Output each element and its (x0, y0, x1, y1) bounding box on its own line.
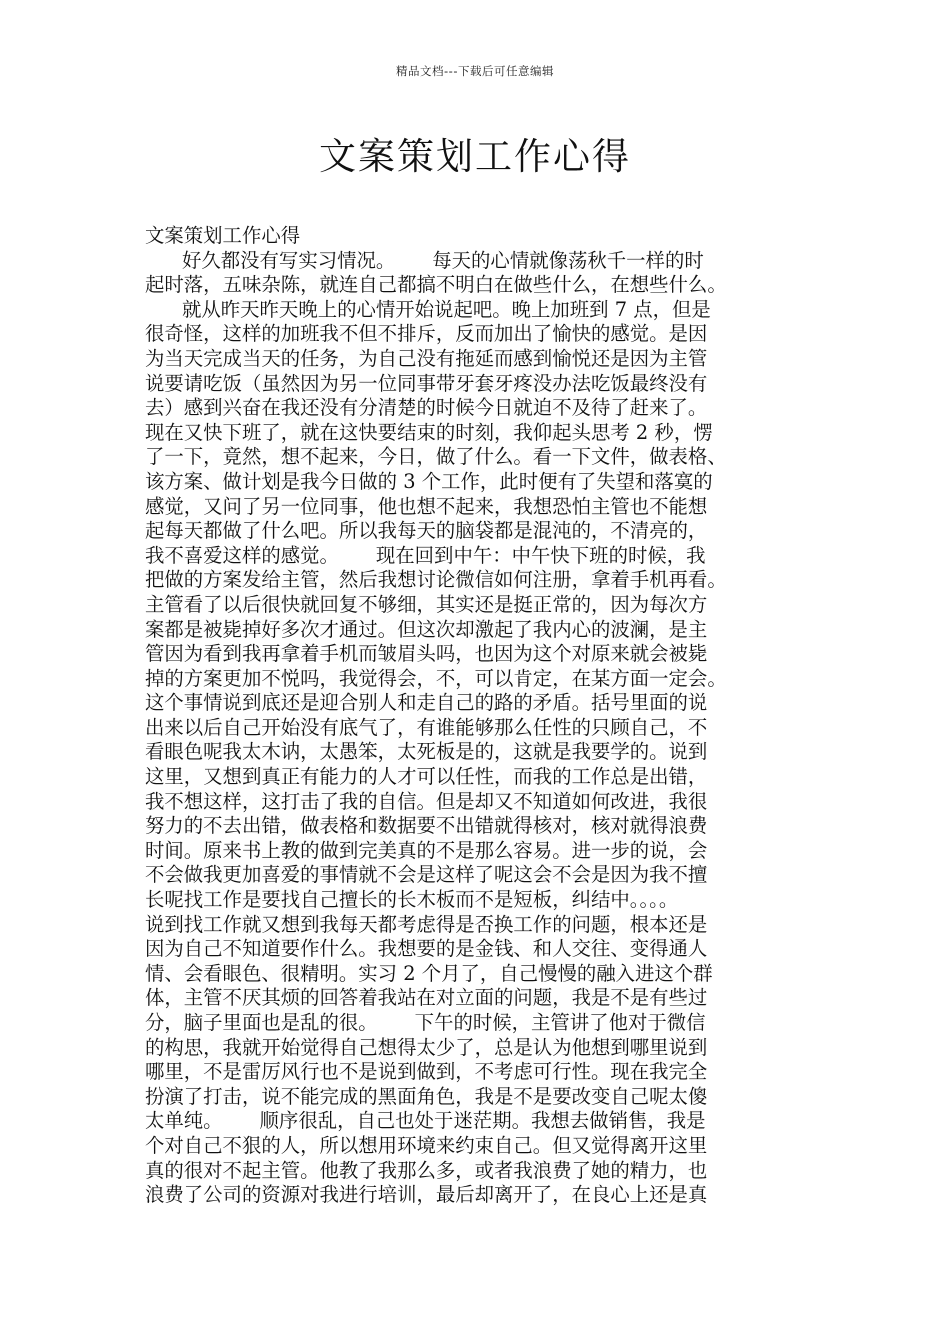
body-text-line: 我不想这样，这打击了我的自信。但是却又不知道如何改进，我很 (145, 789, 708, 813)
document-title: 文案策划工作心得 (319, 135, 631, 178)
body-text-line: 哪里，不是雷厉风行也不是说到做到，不考虑可行性。现在我完全 (145, 1060, 708, 1084)
body-text-line: 个对自己不狠的人，所以想用环境来约束自己。但又觉得离开这里 (145, 1133, 708, 1157)
body-text-line: 我不喜爱这样的感觉。 现在回到中午：中午快下班的时候，我 (145, 543, 706, 567)
body-text-line: 体，主管不厌其烦的回答着我站在对立面的问题，我是不是有些过 (145, 986, 708, 1010)
body-text-line: 不会做我更加喜爱的事情就不会是这样了呢这会不会是因为我不擅 (145, 863, 708, 887)
body-text-line: 努力的不去出错，做表格和数据要不出错就得核对，核对就得浪费 (145, 814, 708, 838)
body-text-line: 了一下，竟然，想不起来，今日，做了什么。看一下文件，做表格、 (145, 445, 727, 469)
body-text-line: 出来以后自己开始没有底气了，有谁能够那么任性的只顾自己，不 (145, 715, 708, 739)
body-text-line: 真的很对不起主管。他教了我那么多，或者我浪费了她的精力，也 (145, 1158, 708, 1182)
body-text-line: 起每天都做了什么吧。所以我每天的脑袋都是混沌的，不清亮的， (145, 519, 708, 543)
page-header: 精品文档---下载后可任意编辑 (396, 64, 554, 78)
body-text-line: 文案策划工作心得 (145, 224, 301, 247)
body-text-line: 去）感到兴奋在我还没有分清楚的时候今日就迫不及待了赶来了。 (145, 396, 708, 420)
body-text-line: 长呢找工作是要找自己擅长的长木板而不是短板，纠结中。。。。 (145, 888, 679, 912)
body-text-line: 现在又快下班了，就在这快要结束的时刻，我仰起头思考 2 秒，愣 (145, 420, 713, 444)
body-text-line: 为当天完成当天的任务，为自己没有拖延而感到愉悦还是因为主管 (145, 346, 708, 370)
body-text-line: 好久都没有写实习情况。 每天的心情就像荡秋千一样的时 (145, 248, 704, 272)
body-text-line: 感觉，又问了另一位同事，他也想不起来，我想恐怕主管也不能想 (145, 494, 708, 518)
body-text-line: 把做的方案发给主管，然后我想讨论微信如何注册，拿着手机再看。 (145, 568, 727, 592)
body-text-line: 主管看了以后很快就回复不够细，其实还是挺正常的，因为每次方 (145, 592, 708, 616)
body-text-line: 很奇怪，这样的加班我不但不排斥，反而加出了愉快的感觉。是因 (145, 322, 708, 346)
body-text-line: 浪费了公司的资源对我进行培训，最后却离开了，在良心上还是真 (145, 1183, 708, 1207)
body-text-line: 起时落，五味杂陈，就连自己都搞不明白在做些什么，在想些什么。 (145, 273, 727, 297)
body-text-line: 说要请吃饭（虽然因为另一位同事带牙套牙疼没办法吃饭最终没有 (145, 371, 708, 395)
body-text-line: 情、会看眼色、很精明。实习 2 个月了，自己慢慢的融入进这个群 (145, 961, 713, 985)
body-text-line: 管因为看到我再拿着手机而皱眉头吗，也因为这个对原来就会被毙 (145, 642, 708, 666)
body-text-line: 说到找工作就又想到我每天都考虑得是否换工作的问题，根本还是 (145, 912, 708, 936)
body-text-line: 该方案、做计划是我今日做的 3 个工作，此时便有了失望和落寞的 (145, 469, 713, 493)
body-text-line: 这个事情说到底还是迎合别人和走自己的路的矛盾。括号里面的说 (145, 691, 708, 715)
body-text-line: 分，脑子里面也是乱的很。 下午的时候，主管讲了他对于微信 (145, 1011, 706, 1034)
body-text-line: 就从昨天昨天晚上的心情开始说起吧。晚上加班到 7 点，但是 (145, 297, 711, 321)
body-text-line: 的构思，我就开始觉得自己想得太少了，总是认为他想到哪里说到 (145, 1035, 708, 1059)
body-text-line: 扮演了打击，说不能完成的黑面角色，我是不是要改变自己呢太傻 (145, 1084, 708, 1108)
body-text-line: 这里，又想到真正有能力的人才可以任性，而我的工作总是出错， (145, 765, 708, 789)
body-text-line: 掉的方案更加不悦吗，我觉得会，不，可以肯定，在某方面一定会。 (145, 666, 727, 690)
body-text-line: 时间。原来书上教的做到完美真的不是那么容易。进一步的说，会 (145, 838, 708, 862)
body-text-line: 看眼色呢我太木讷，太愚笨，太死板是的，这就是我要学的。说到 (145, 740, 708, 764)
body-text-line: 因为自己不知道要作什么。我想要的是金钱、和人交往、变得通人 (145, 937, 708, 961)
body-text-line: 案都是被毙掉好多次才通过。但这次却激起了我内心的波澜，是主 (145, 617, 708, 641)
body-text-line: 太单纯。 顺序很乱，自己也处于迷茫期。我想去做销售，我是 (145, 1109, 706, 1133)
document-body (145, 224, 813, 1208)
